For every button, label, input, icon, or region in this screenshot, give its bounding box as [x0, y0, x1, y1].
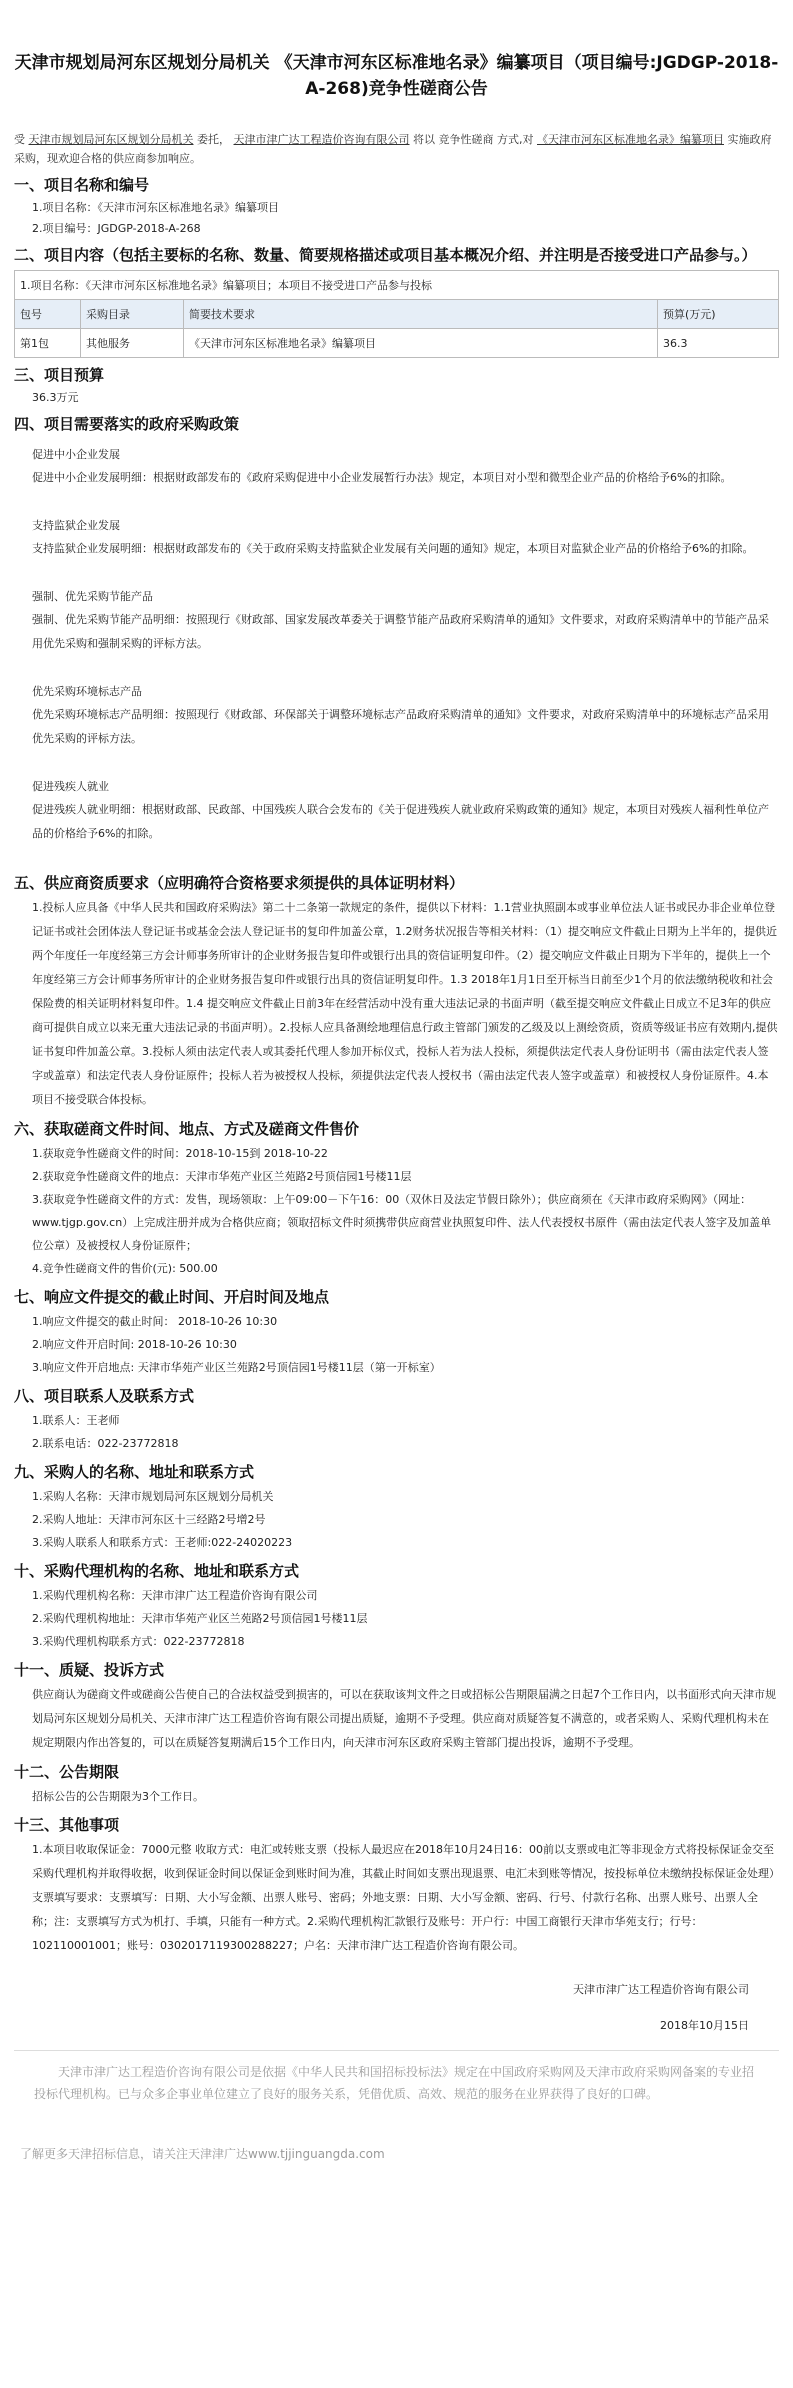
other-matters: 1.本项目收取保证金：7000元整 收取方式：电汇或转账支票（投标人最迟应在2018年10月24日16：00前以支票或电汇等非现金方式将投标保证金交至采购代理机构并取得收据，收到保证金时间以保证金到账时间为准，其截止时间如支票出现退票、电汇未到账等情况，按投标单位未缴纳投标保证金处理）支票填写要求：支票填写：日期、大小写金额、出票人账号、密码；外地支票：日期、大小写金额、密码、行号、付款行名称、出票人账号、出票人全称；注：支票填写方式为机打、手填，只能有一种方式。2.采购代理机构汇款银行及账号：开户行：中国工商银行天津市华苑支行；行号：102110001001；账号：0302017119300288227；户名：天津市津广达工程造价咨询有限公司。 — [32, 1843, 775, 1952]
intro-project-link: 《天津市河东区标准地名录》编纂项目 — [537, 133, 724, 146]
document-location: 2.获取竞争性磋商文件的地点：天津市华苑产业区兰苑路2号顶信园1号楼11层 — [32, 1170, 412, 1183]
intro-text-3: 将以 竞争性磋商 方式,对 — [413, 133, 534, 146]
contact-phone: 2.联系电话：022-23772818 — [32, 1437, 179, 1450]
table-cell-catalog: 其他服务 — [81, 329, 184, 358]
purchaser-name: 1.采购人名称：天津市规划局河东区规划分局机关 — [32, 1490, 274, 1503]
intro-text-2: 委托， — [197, 133, 230, 146]
closing-organization: 天津市津广达工程造价咨询有限公司 — [573, 1983, 749, 1996]
table-header-catalog: 采购目录 — [81, 300, 184, 329]
document-method: 3.获取竞争性磋商文件的方式：发售，现场领取：上午09:00－下午16：00（双休日及法定节假日除外）；供应商须在《天津市政府采购网》（网址：www.tjgp.gov.cn）上完成注册并成为合格供应商；领取招标文件时须携带供应商营业执照复印件、法人代表授权书原件（需由法定代表人签字及加盖单位公章）及被授权人身份证原件； — [32, 1193, 772, 1252]
section-3-heading: 三、项目预算 — [14, 366, 105, 384]
document-time: 1.获取竞争性磋商文件的时间：2018-10-15到 2018-10-22 — [32, 1147, 328, 1160]
footer — [14, 2050, 779, 2163]
section-4-heading: 四、项目需要落实的政府采购政策 — [14, 415, 240, 433]
table-header-package: 包号 — [15, 300, 81, 329]
policy-list — [14, 445, 779, 846]
submission-deadline: 1.响应文件提交的截止时间： 2018-10-26 10:30 — [32, 1315, 278, 1328]
opening-location: 3.响应文件开启地点: 天津市华苑产业区兰苑路2号顶信园1号楼11层（第一开标室） — [32, 1361, 441, 1374]
policy-text-prison: 支持监狱企业发展明细：根据财政部发布的《关于政府采购支持监狱企业发展有关问题的通知》规定，本项目对监狱企业产品的价格给予6%的扣除。 — [32, 542, 754, 555]
complaint-method: 供应商认为磋商文件或磋商公告使自己的合法权益受到损害的，可以在获取该判文件之日或招标公告期限届满之日起7个工作日内，以书面形式向天津市规划局河东区规划分局机关、天津市津广达工程造价咨询有限公司提出质疑，逾期不予受理。供应商对质疑答复不满意的，或者采购人、采购代理机构未在规定期限内作出答复的，可以在质疑答复期满后15个工作日内，向天津市河东区政府采购主管部门提出投诉，逾期不予受理。 — [32, 1688, 776, 1749]
table-row — [15, 329, 779, 358]
section-2-heading: 二、项目内容（包括主要标的名称、数量、简要规格描述或项目基本概况介绍、并注明是否接受进口产品参与。） — [14, 246, 757, 264]
table-cell-budget: 36.3 — [658, 329, 779, 358]
table-cell-requirements: 《天津市河东区标准地名录》编纂项目 — [184, 329, 658, 358]
purchaser-address: 2.采购人地址：天津市河东区十三经路2号增2号 — [32, 1513, 266, 1526]
policy-title-energy: 强制、优先采购节能产品 — [32, 590, 153, 603]
document-price: 4.竞争性磋商文件的售价(元): 500.00 — [32, 1262, 218, 1275]
policy-text-sme: 促进中小企业发展明细：根据财政部发布的《政府采购促进中小企业发展暂行办法》规定，本项目对小型和微型企业产品的价格给予6%的扣除。 — [32, 471, 732, 484]
policy-title-prison: 支持监狱企业发展 — [32, 519, 120, 532]
agency-name: 1.采购代理机构名称：天津市津广达工程造价咨询有限公司 — [32, 1589, 318, 1602]
section-1-heading: 一、项目名称和编号 — [14, 176, 150, 194]
intro-org-link: 天津市规划局河东区规划分局机关 — [28, 133, 194, 146]
section-13-heading: 十三、其他事项 — [14, 1816, 120, 1834]
intro-agent-link: 天津市津广达工程造价咨询有限公司 — [233, 133, 410, 146]
policy-title-sme: 促进中小企业发展 — [32, 448, 120, 461]
section-10-heading: 十、采购代理机构的名称、地址和联系方式 — [14, 1562, 300, 1580]
page-title: 天津市规划局河东区规划分局机关 《天津市河东区标准地名录》编纂项目（项目编号:JGDGP-2018-A-268)竞争性磋商公告 — [14, 53, 779, 99]
section-7-heading: 七、响应文件提交的截止时间、开启时间及地点 — [14, 1288, 330, 1306]
project-summary-cell: 1.项目名称：《天津市河东区标准地名录》编纂项目；本项目不接受进口产品参与投标 — [15, 271, 779, 300]
table-header-requirements: 简要技术要求 — [184, 300, 658, 329]
footer-website-link[interactable]: 了解更多天津招标信息，请关注天津津广达www.tjjinguangda.com — [20, 2147, 385, 2161]
table-header-budget: 预算(万元) — [658, 300, 779, 329]
intro-paragraph — [14, 130, 779, 168]
section-11-heading: 十一、质疑、投诉方式 — [14, 1661, 165, 1679]
closing-date: 2018年10月15日 — [660, 2019, 749, 2032]
budget-value: 36.3万元 — [32, 391, 79, 404]
policy-text-energy: 强制、优先采购节能产品明细：按照现行《财政部、国家发展改革委关于调整节能产品政府采购清单的通知》文件要求，对政府采购清单中的节能产品采用优先采购和强制采购的评标方法。 — [32, 613, 769, 650]
intro-text-1: 受 — [14, 133, 25, 146]
qualification-requirements: 1.投标人应具备《中华人民共和国政府采购法》第二十二条第一款规定的条件，提供以下材料：1.1营业执照副本或事业单位法人证书或民办非企业单位登记证书或社会团体法人登记证书或基金会法人登记证书的复印件加盖公章，1.2财务状况报告等相关材料：（1）提交响应文件截止日期为上半年的，提供近两个年度任一年度经第三方会计师事务所审计的企业财务报告复印件或银行出具的资信证明复印件。（2）提交响应文件截止日期为下半年的，提供上一个年度经第三方会计师事务所审计的企业财务报告复印件或银行出具的资信证明复印件。1.3 2018年1月1日至开标当日前至少1个月的依法缴纳税收和社会保险费的相关证明材料复印件。1.4 提交响应文件截止日前3年在经营活动中没有重大违法记录的书面声明（截至提交响应文件截止日成立不足3年的供应商可提供自成立以来无重大违法记录的书面声明）。2.投标人应具备测绘地理信息行政主管部门颁发的乙级及以上测绘资质，资质等级证书应有效期内,提供证书复印件加盖公章。3.投标人须由法定代表人或其委托代理人参加开标仪式，投标人若为法人投标，须提供法定代表人身份证明书（需由法定代表人签字或盖章）和法定代表人身份证原件；投标人若为被授权人投标，须提供法定代表人授权书（需由法定代表人签字或盖章）和被授权人身份证原件。4.本项目不接受联合体投标。 — [32, 901, 778, 1106]
section-5-heading: 五、供应商资质要求（应明确符合资格要求须提供的具体证明材料） — [14, 874, 465, 892]
table-header-row — [15, 300, 779, 329]
project-code: 2.项目编号：JGDGP-2018-A-268 — [32, 222, 201, 235]
section-9-heading: 九、采购人的名称、地址和联系方式 — [14, 1463, 255, 1481]
purchaser-contact: 3.采购人联系人和联系方式：王老师:022-24020223 — [32, 1536, 293, 1549]
opening-time: 2.响应文件开启时间: 2018-10-26 10:30 — [32, 1338, 237, 1351]
policy-text-environment: 优先采购环境标志产品明细：按照现行《财政部、环保部关于调整环境标志产品政府采购清单的通知》文件要求，对政府采购清单中的环境标志产品采用优先采购的评标方法。 — [32, 708, 769, 745]
contact-person: 1.联系人：王老师 — [32, 1414, 120, 1427]
agency-contact: 3.采购代理机构联系方式：022-23772818 — [32, 1635, 245, 1648]
table-cell-package: 第1包 — [15, 329, 81, 358]
project-content-table — [14, 270, 779, 358]
announcement-page — [14, 0, 779, 2163]
footer-about: 天津市津广达工程造价咨询有限公司是依据《中华人民共和国招标投标法》规定在中国政府采购网及天津市政府采购网备案的专业招投标代理机构。已与众多企事业单位建立了良好的服务关系，凭借优质、高效、规范的服务在业界获得了良好的口碑。 — [34, 2065, 755, 2101]
policy-title-environment: 优先采购环境标志产品 — [32, 685, 142, 698]
policy-text-disability: 促进残疾人就业明细：根据财政部、民政部、中国残疾人联合会发布的《关于促进残疾人就业政府采购政策的通知》规定，本项目对残疾人福利性单位产品的价格给予6%的扣除。 — [32, 803, 769, 840]
section-6-heading: 六、获取磋商文件时间、地点、方式及磋商文件售价 — [14, 1120, 360, 1138]
announcement-period: 招标公告的公告期限为3个工作日。 — [32, 1790, 204, 1803]
policy-title-disability: 促进残疾人就业 — [32, 780, 109, 793]
section-8-heading: 八、项目联系人及联系方式 — [14, 1387, 195, 1405]
intro-text-4: 实施政府采购，现欢迎合格的供应商参加响应。 — [14, 133, 772, 165]
section-12-heading: 十二、公告期限 — [14, 1763, 120, 1781]
agency-address: 2.采购代理机构地址：天津市华苑产业区兰苑路2号顶信园1号楼11层 — [32, 1612, 368, 1625]
project-name: 1.项目名称：《天津市河东区标准地名录》编纂项目 — [32, 201, 279, 214]
